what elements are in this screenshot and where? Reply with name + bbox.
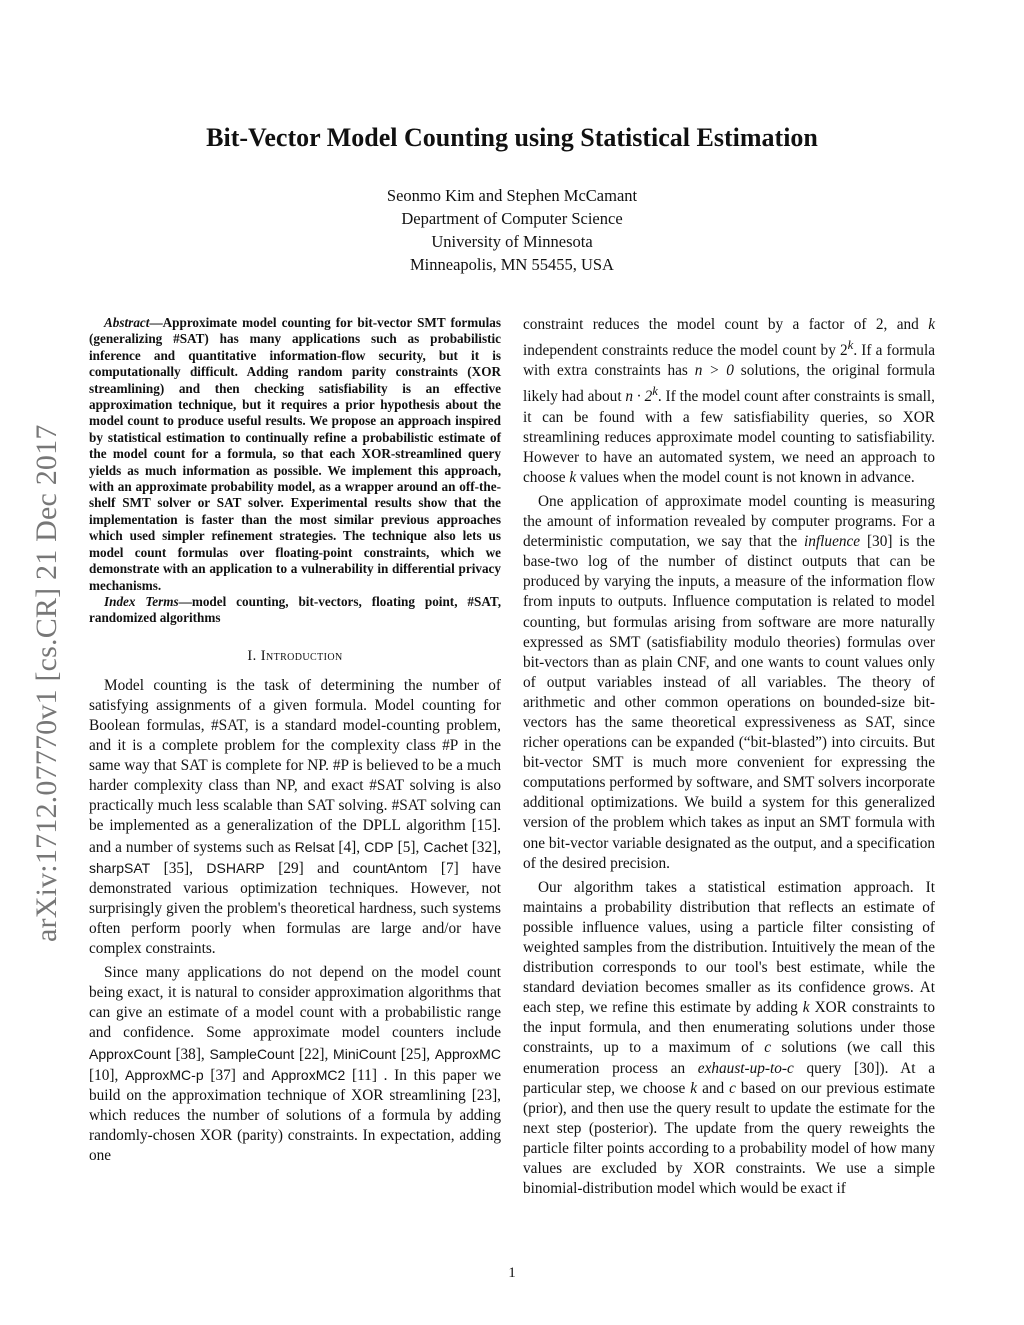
text-run: XOR constraints to the input formula, and then enumerating solutions under those constraints, up to a maximum of	[523, 999, 935, 1057]
text-run: [7] have demonstrated various optimization techniques. However, not surprisingly given the problem's theoretical hardness, such systems often perform poorly when formulas are large and/or have complex constraints.	[89, 859, 501, 958]
author-location: Minneapolis, MN 55455, USA	[410, 255, 614, 274]
math-var: k	[928, 316, 935, 333]
author-names: Seonmo Kim and Stephen McCamant	[386, 186, 638, 205]
text-run: [29] and	[264, 859, 353, 877]
system-name: sharpSAT	[89, 859, 151, 876]
text-run: based on our previous estimate (prior), and then use the query result to update the estimate for the next step (posterior). The update from the query reweights the particle filter points according to a probability model of how many values are excluded by XOR constraints. We use a simple binomial-distribution model which would be exact if	[523, 1079, 935, 1198]
text-run: solutions, the original formula likely had about	[523, 362, 935, 406]
system-name: Cachet	[423, 838, 468, 855]
text-run: [38],	[170, 1045, 210, 1063]
text-run: independent constraints reduce the model count by	[523, 342, 840, 360]
text-run: . If a formula with extra constraints has	[523, 342, 935, 380]
text-run: Model counting is the task of determining the number of satisfying assignments of a given formula. Model counting for Boolean formulas, #SAT, is a standard model-counting problem, and it is a complete problem for the complexity class #P in the same way that SAT is complete for NP. #P is believed to be a much harder complexity class than NP, and exact #SAT solving is also practically much less scalable than SAT solving. #SAT solving can be implemented as a generalization of the DPLL algorithm [15]. and a number of systems such as	[89, 676, 501, 856]
system-name: SampleCount	[209, 1045, 295, 1062]
math-var: c	[729, 1079, 736, 1097]
right-paragraph-3	[523, 878, 935, 1200]
text-run: . If the model count after constraints is small, it can be found with a few satisfiability queries, so XOR streamlining reduces approximate model counting to satisfiability. However to have an automated system, we need an approach to choose	[523, 388, 935, 486]
math-var: k	[569, 468, 577, 486]
emphasis: exhaust-up-to-	[697, 1059, 788, 1077]
section-title: Introduction	[260, 647, 343, 664]
text-run: [22],	[294, 1045, 334, 1063]
abstract	[89, 315, 501, 594]
author-block	[0, 184, 1024, 276]
abstract-text: Approximate model counting for bit-vector SMT formulas (generalizing #SAT) has many applications such as probabilistic inference and quantitative information-flow security, but it is computationally difficult. Adding random parity constraints (XOR streamlining) and then checking satisfiability is an effective approximation technique, but it requires a prior hypothesis about the model count to produce useful results. We propose an approach inspired by statistical estimation to continually refine a probabilistic estimate of the model count for a formula, so that each XOR-streamlined query yields as much information as possible. We implement this approach, with an approximate probability model, as a wrapper around an off-the-shelf SMT solver or SAT solver. Experimental results show that the implementation is faster than the most similar previous approaches which used simpler refinement strategies. The technique also lets us model count formulas over floating-point constraints, which we demonstrate with an application to a vulnerability in differential privacy mechanisms.	[89, 315, 501, 593]
index-terms-text: model counting, bit-vectors, floating point, #SAT, randomized algorithms	[89, 593, 501, 626]
author-university: University of Minnesota	[431, 232, 593, 251]
system-name: ApproxMC	[434, 1045, 501, 1062]
text-run: values when the model count is not known in advance.	[576, 468, 915, 486]
system-name: ApproxCount	[89, 1045, 171, 1062]
text-run: solutions (we call this enumeration process an	[523, 1039, 935, 1077]
index-terms	[89, 594, 501, 627]
text-run: [35],	[150, 859, 207, 877]
section-number: I.	[247, 647, 257, 664]
section-heading-introduction	[89, 646, 501, 666]
abstract-label: Abstract	[104, 315, 150, 330]
math-exponent: k	[652, 384, 658, 399]
left-column	[89, 315, 501, 1166]
right-paragraph-1	[523, 315, 935, 488]
intro-paragraph-2	[89, 963, 501, 1166]
text-run: constraint reduces the model count by a factor of 2, and	[523, 316, 929, 333]
math-var: c	[764, 1039, 772, 1057]
text-run: [5],	[393, 838, 424, 856]
system-name: ApproxMC2	[271, 1066, 346, 1083]
emphasis: influence	[804, 533, 861, 551]
math-var: k	[802, 999, 810, 1017]
text-run: Since many applications do not depend on the model count being exact, it is natural to consider approximation algorithms that can give an estimate of a model count with a probabilistic range and confidence. Some approximate model counters include	[89, 964, 501, 1042]
author-department: Department of Computer Science	[401, 209, 623, 228]
system-name: ApproxMC-p	[125, 1066, 204, 1083]
index-terms-dash: —	[178, 593, 192, 609]
math-var: c	[787, 1059, 794, 1077]
index-terms-label: Index Terms	[104, 593, 179, 609]
text-run: [37] and	[203, 1066, 272, 1084]
text-run: One application of approximate model counting is measuring the amount of information revealed by computer programs. For a deterministic computation, we say that the	[523, 492, 935, 551]
system-name: countAntom	[352, 859, 428, 876]
text-run: [4],	[334, 838, 365, 856]
system-name: MiniCount	[333, 1045, 397, 1062]
text-run: [10],	[89, 1066, 126, 1084]
math-base: 2	[840, 342, 848, 360]
text-run: and	[697, 1079, 730, 1097]
page-number: 1	[508, 1265, 516, 1281]
right-paragraph-2	[523, 492, 935, 874]
math-expr: n > 0	[694, 362, 734, 380]
abstract-dash: —	[149, 315, 163, 330]
text-run: query [30]). At a particular step, we choose	[523, 1059, 935, 1097]
math-exponent: k	[847, 338, 854, 353]
system-name: CDP	[364, 838, 394, 855]
text-run: [11] . In this paper we build on the approximation technique of XOR streamlining [23], which reduces the number of solutions of a formula by adding randomly-chosen XOR (parity) constraints. In expectation, adding one	[89, 1066, 501, 1164]
right-column	[523, 315, 935, 1199]
math-var: k	[690, 1079, 698, 1097]
text-run: [25],	[396, 1045, 435, 1063]
math-expr: n · 2	[625, 388, 653, 406]
text-run: Our algorithm takes a statistical estimation approach. It maintains a probability distribution that reflects an estimate of possible influence values, using a particle filter consisting of weighted samples from the distribution. Intuitively the mean of the distribution corresponds to our tool's best estimate, while the standard deviation becomes smaller as its confidence grows. At each step, we refine this estimate by adding	[523, 878, 935, 1017]
paper-title: Bit-Vector Model Counting using Statistical Estimation	[206, 123, 818, 152]
arxiv-stamp: arXiv:1712.07770v1 [cs.CR] 21 Dec 2017	[30, 424, 63, 942]
text-run: [30] is the base-two log of the number of distinct outputs that can be produced by varying the inputs, a measure of the information flow from inputs to outputs. Influence computation is related to model counting, but formulas arising from software are more naturally expressed as SMT (satisfiability modulo theories) formulas over bit-vectors than as plain CNF, and one wants to count values only of output variables instead of all variables. The theory of arithmetic and other common operations on bounded-size bit-vectors has the same theoretical expressiveness as SAT, since richer operations can be expanded (“bit-blasted”) into circuits. But bit-vector SMT is much more convenient for expressing the computations performed by software, and SMT solvers incorporate additional optimizations. We build a system for this generalized version of the problem which takes as input an SMT formula with one bit-vector variable designated as the output, and a specification of the desired precision.	[523, 533, 936, 872]
text-run: [32],	[467, 838, 502, 856]
intro-paragraph-1	[89, 676, 501, 959]
system-name: Relsat	[294, 838, 335, 855]
system-name: DSHARP	[206, 859, 265, 876]
